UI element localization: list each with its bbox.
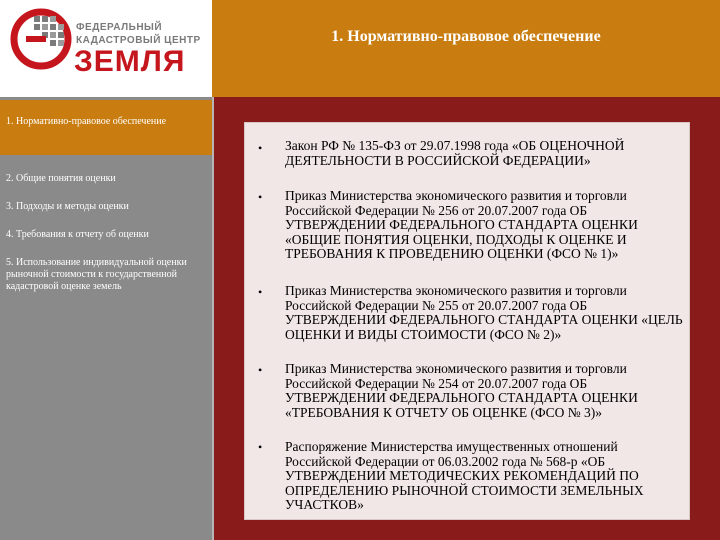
sidebar-item-report-requirements[interactable]: 4. Требования к отчету об оценки bbox=[6, 229, 149, 240]
list-item: Закон РФ № 135-ФЗ от 29.07.1998 года «ОБ ОЦЕНОЧНОЙ ДЕЯТЕЛЬНОСТИ В РОССИЙСКОЙ ФЕДЕРАЦИИ» bbox=[285, 138, 625, 168]
sidebar-item-normative[interactable]: 1. Нормативно-правовое обеспечение bbox=[6, 116, 167, 127]
list-item: Приказ Министерства экономического развития и торговли Российской Федерации № 255 от 20.07.2007 года ОБ УТВЕРЖДЕНИИ ФЕДЕРАЛЬНОГО СТАНДАРТА ОЦЕНКИ «ЦЕЛЬ ОЦЕНКИ И ВИДЫ СТОИМОСТИ (ФСО № 2)» bbox=[285, 283, 683, 342]
sidebar-item-approaches[interactable]: 3. Подходы и методы оценки bbox=[6, 201, 129, 212]
bullet-marker: • bbox=[258, 285, 263, 299]
sidebar bbox=[0, 97, 212, 540]
bullet-marker: • bbox=[258, 141, 263, 155]
logo bbox=[0, 0, 212, 97]
globe-logo-icon bbox=[10, 8, 72, 70]
logo-line2: КАДАСТРОВЫЙ ЦЕНТР bbox=[76, 35, 201, 46]
sidebar-item-concepts[interactable]: 2. Общие понятия оценки bbox=[6, 173, 116, 184]
list-item: Распоряжение Министерства имущественных отношений Российской Федерации от 06.03.2002 года № 568-р «ОБ УТВЕРЖДЕНИИ МЕТОДИЧЕСКИХ РЕКОМЕНДАЦИЙ ПО ОПРЕДЕЛЕНИЮ РЫНОЧНОЙ СТОИМОСТИ ЗЕМЕЛЬНЫХ УЧАСТКОВ» bbox=[285, 439, 644, 512]
list-item: Приказ Министерства экономического развития и торговли Российской Федерации № 256 от 20.07.2007 года ОБ УТВЕРЖДЕНИИ ФЕДЕРАЛЬНОГО СТАНДАРТА ОЦЕНКИ «ОБЩИЕ ПОНЯТИЯ ОЦЕНКИ, ПОДХОДЫ К ОЦЕНКЕ И ТРЕБОВАНИЯ К ПРОВЕДЕНИЮ ОЦЕНКИ (ФСО № 1)» bbox=[285, 188, 638, 261]
list-item: Приказ Министерства экономического развития и торговли Российской Федерации № 254 от 20.07.2007 года ОБ УТВЕРЖДЕНИИ ФЕДЕРАЛЬНОГО СТАНДАРТА ОЦЕНКИ «ТРЕБОВАНИЯ К ОТЧЕТУ ОБ ОЦЕНКЕ (ФСО № 3)» bbox=[285, 361, 638, 420]
logo-line1: ФЕДЕРАЛЬНЫЙ bbox=[76, 22, 163, 33]
sidebar-item-land-valuation[interactable]: 5. Использование индивидуальной оценки рыночной стоимости к государственной кадастровой оценке земель bbox=[6, 257, 187, 292]
header-bar bbox=[212, 0, 720, 97]
bullet-marker: • bbox=[258, 363, 263, 377]
bullet-marker: • bbox=[258, 190, 263, 204]
bullet-marker: • bbox=[258, 440, 263, 454]
logo-word: ЗЕМЛЯ bbox=[74, 45, 186, 78]
page-title: 1. Нормативно-правовое обеспечение bbox=[331, 28, 601, 45]
